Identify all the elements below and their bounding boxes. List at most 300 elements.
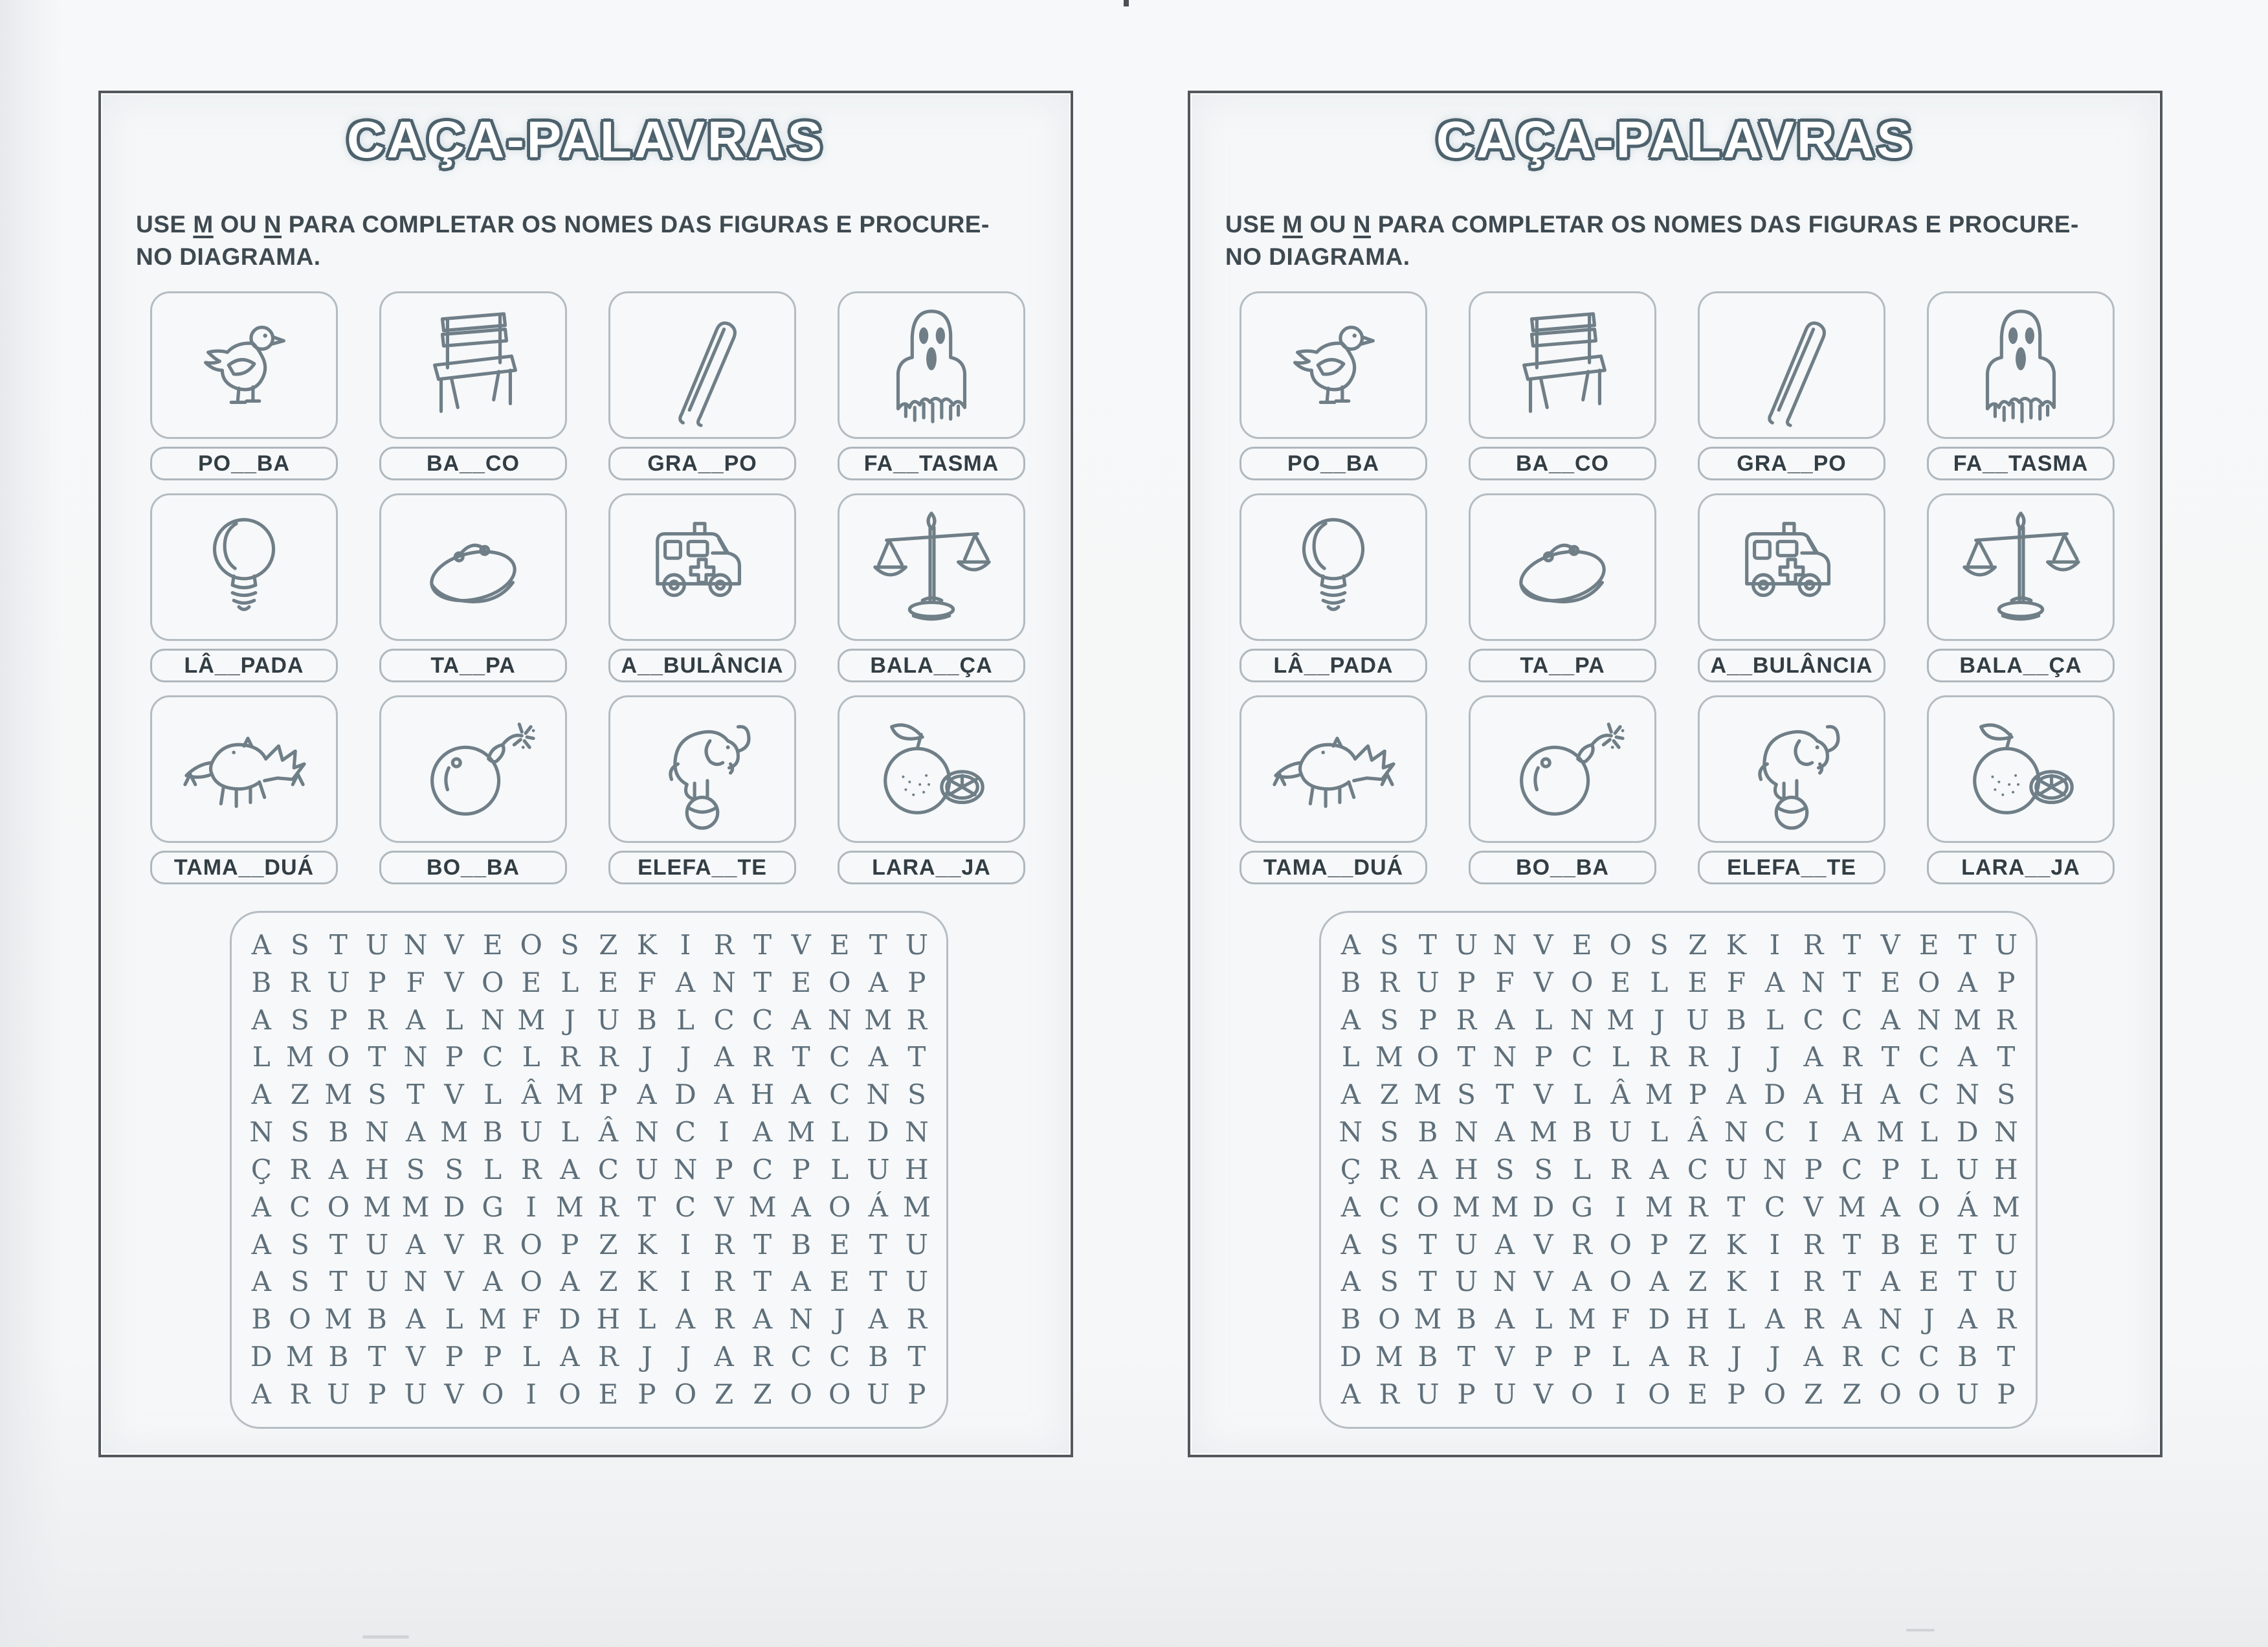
- wordsearch-letter: R: [598, 1341, 619, 1373]
- scale-image: [1927, 493, 2115, 641]
- wordsearch-letter: O: [520, 929, 542, 961]
- wordsearch-row: [1331, 1340, 2025, 1374]
- figure-card-banco: [1469, 291, 1656, 480]
- figure-card-grampo: [608, 291, 796, 480]
- wordsearch-letter: N: [827, 1003, 852, 1036]
- wordsearch-letter: A: [1880, 1191, 1900, 1223]
- wordsearch-row: [242, 1265, 936, 1299]
- figure-card-ambulancia: [1698, 493, 1885, 682]
- wordsearch-letter: U: [327, 1378, 350, 1410]
- wordsearch-letter: L: [1573, 1079, 1592, 1111]
- wordsearch-letter: V: [1880, 929, 1900, 961]
- wordsearch-letter: I: [526, 1378, 537, 1410]
- wordsearch-letter: A: [868, 966, 888, 998]
- wordsearch-letter: L: [522, 1341, 540, 1373]
- hairpin-image: [1698, 291, 1885, 439]
- wordsearch-row: [242, 1340, 936, 1374]
- wordsearch-letter: Z: [714, 1378, 734, 1410]
- wordsearch-letter: U: [365, 929, 389, 961]
- wordsearch-letter: J: [1769, 1041, 1781, 1073]
- wordsearch-letter: A: [752, 1303, 773, 1336]
- wordsearch-letter: L: [1611, 1041, 1630, 1073]
- wordsearch-letter: R: [1379, 1378, 1400, 1410]
- wordsearch-letter: R: [906, 1303, 928, 1336]
- wordsearch-letter: C: [1764, 1116, 1786, 1148]
- wordsearch-letter: R: [1803, 1266, 1824, 1298]
- wordsearch-letter: E: [1610, 966, 1631, 998]
- wordsearch-letter: T: [1418, 1266, 1437, 1298]
- wordsearch-letter: S: [290, 1116, 309, 1148]
- wordsearch-letter: U: [905, 1228, 929, 1260]
- wordsearch-letter: T: [1457, 1041, 1476, 1073]
- instruction-text: USE: [1225, 211, 1276, 238]
- wordsearch-letter: A: [1340, 1003, 1361, 1036]
- wordsearch-row: [242, 1191, 936, 1224]
- wordsearch-letter: T: [907, 1041, 926, 1073]
- wordsearch-letter: U: [1493, 1378, 1517, 1410]
- wordsearch-letter: M: [555, 1079, 584, 1111]
- wordsearch-row: [242, 1115, 936, 1149]
- wordsearch-letter: S: [445, 1153, 463, 1185]
- wordsearch-letter: A: [1495, 1303, 1515, 1336]
- lightbulb-image: [1240, 493, 1427, 641]
- wordsearch-letter: A: [791, 1079, 811, 1111]
- wordsearch-letter: O: [1609, 929, 1632, 961]
- wordsearch-letter: O: [1609, 1266, 1632, 1298]
- wordsearch-letter: Â: [1687, 1116, 1708, 1148]
- wordsearch-letter: A: [714, 1341, 734, 1373]
- wordsearch-letter: A: [251, 1079, 271, 1111]
- wordsearch-letter: N: [1493, 1041, 1517, 1073]
- wordsearch-letter: L: [830, 1116, 849, 1148]
- wordsearch-letter: A: [1803, 1341, 1823, 1373]
- wordsearch-letter: R: [1687, 1191, 1708, 1223]
- wordsearch-letter: U: [905, 929, 929, 961]
- figure-card-laranja: [838, 695, 1025, 884]
- wordsearch-letter: T: [1843, 1228, 1862, 1260]
- scan-artifact: [1906, 1629, 1935, 1631]
- wordsearch-letter: H: [905, 1153, 929, 1185]
- figure-card-balanca: [1927, 493, 2115, 682]
- wordsearch-letter: Z: [1842, 1378, 1862, 1410]
- wordsearch-letter: J: [1730, 1041, 1742, 1073]
- wordsearch-letter: J: [680, 1041, 691, 1073]
- wordsearch-letter: S: [1379, 929, 1399, 961]
- wordsearch-letter: B: [868, 1341, 889, 1373]
- wordsearch-letter: D: [674, 1079, 696, 1111]
- wordsearch-letter: M: [1838, 1191, 1866, 1223]
- wordsearch-letter: O: [828, 1378, 851, 1410]
- wordsearch-letter: O: [520, 1228, 542, 1260]
- wordsearch-letter: A: [1957, 966, 1977, 998]
- wordsearch-letter: L: [676, 1003, 695, 1036]
- wordsearch-letter: L: [561, 1116, 579, 1148]
- wordsearch-row: [1331, 1115, 2025, 1149]
- wordsearch-letter: P: [1573, 1341, 1592, 1373]
- wordsearch-letter: E: [1918, 1266, 1939, 1298]
- wordsearch-letter: V: [1533, 1079, 1553, 1111]
- wordsearch-letter: N: [1493, 929, 1517, 961]
- wordsearch-letter: T: [869, 929, 887, 961]
- wordsearch-letter: N: [904, 1116, 929, 1148]
- wordsearch-letter: V: [444, 1079, 464, 1111]
- wordsearch-letter: Z: [599, 929, 618, 961]
- wordsearch-letter: U: [1454, 1228, 1478, 1260]
- hairpin-image: [608, 291, 796, 439]
- wordsearch-letter: M: [478, 1303, 507, 1336]
- figure-label: A__BULÂNCIA: [1698, 649, 1885, 682]
- wordsearch-letter: N: [673, 1153, 698, 1185]
- wordsearch-letter: T: [753, 929, 772, 961]
- figure-label: FA__TASMA: [838, 447, 1025, 480]
- wordsearch-letter: C: [713, 1003, 735, 1036]
- figure-label: LARA__JA: [1927, 851, 2115, 884]
- wordsearch-letter: P: [1534, 1041, 1553, 1073]
- wordsearch-letter: C: [674, 1191, 696, 1223]
- figure-card-grid: [1240, 291, 2128, 884]
- orange-image: [1927, 695, 2115, 843]
- wordsearch-letter: P: [445, 1041, 463, 1073]
- wordsearch-letter: V: [444, 966, 464, 998]
- wordsearch-letter: N: [1917, 1003, 1941, 1036]
- instruction-text: PARA COMPLETAR OS NOMES DAS FIGURAS E PROCURE-: [288, 211, 990, 238]
- wordsearch-letter: M: [864, 1003, 893, 1036]
- wordsearch-letter: A: [1649, 1153, 1669, 1185]
- wordsearch-letter: A: [328, 1153, 349, 1185]
- wordsearch-letter: N: [403, 1041, 428, 1073]
- figure-label: BA__CO: [1469, 447, 1656, 480]
- figure-label: TAMA__DUÁ: [1240, 851, 1427, 884]
- wordsearch-letter: V: [1533, 1266, 1553, 1298]
- wordsearch-letter: S: [290, 929, 309, 961]
- wordsearch-letter: P: [1804, 1153, 1823, 1185]
- wordsearch-letter: N: [1762, 1153, 1787, 1185]
- wordsearch-letter: A: [251, 1228, 271, 1260]
- wordsearch-letter: N: [1955, 1079, 1980, 1111]
- wordsearch-letter: T: [792, 1041, 810, 1073]
- wordsearch-letter: H: [1685, 1303, 1710, 1336]
- wordsearch-letter: H: [750, 1079, 775, 1111]
- scan-artifact: [1124, 0, 1129, 6]
- wordsearch-letter: V: [791, 929, 811, 961]
- wordsearch-letter: Ç: [250, 1153, 272, 1185]
- figure-label: PO__BA: [1240, 447, 1427, 480]
- wordsearch-letter: T: [406, 1079, 425, 1111]
- wordsearch-letter: I: [526, 1191, 537, 1223]
- wordsearch-letter: R: [1803, 1228, 1824, 1260]
- wordsearch-letter: O: [790, 1378, 812, 1410]
- wordsearch-letter: D: [1956, 1116, 1979, 1148]
- wordsearch-letter: K: [1726, 1228, 1747, 1260]
- wordsearch-letter: M: [1992, 1191, 2020, 1223]
- wordsearch-letter: U: [597, 1003, 620, 1036]
- wordsearch-letter: A: [560, 1341, 580, 1373]
- wordsearch-letter: C: [829, 1079, 850, 1111]
- wordsearch-letter: L: [1341, 1041, 1360, 1073]
- wordsearch-letter: P: [484, 1341, 502, 1373]
- wordsearch-letter: Z: [599, 1266, 618, 1298]
- wordsearch-letter: P: [445, 1341, 463, 1373]
- worksheet-page-left: [98, 91, 1073, 1457]
- figure-card-bomba: [1469, 695, 1656, 884]
- wordsearch-letter: T: [1958, 1266, 1977, 1298]
- wordsearch-letter: J: [564, 1003, 575, 1036]
- wordsearch-letter: L: [1650, 1116, 1669, 1148]
- wordsearch-letter: A: [637, 1079, 657, 1111]
- wordsearch-letter: O: [828, 966, 851, 998]
- wordsearch-letter: A: [1841, 1116, 1862, 1148]
- wordsearch-letter: O: [481, 966, 504, 998]
- wordsearch-letter: M: [1568, 1303, 1596, 1336]
- wordsearch-letter: A: [714, 1041, 734, 1073]
- wordsearch-letter: O: [481, 1378, 504, 1410]
- wordsearch-letter: S: [1457, 1079, 1476, 1111]
- dove-image: [150, 291, 338, 439]
- wordsearch-letter: O: [1416, 1191, 1440, 1223]
- wordsearch-letter: K: [636, 1266, 658, 1298]
- bench-image: [379, 291, 567, 439]
- wordsearch-letter: L: [561, 966, 579, 998]
- wordsearch-letter: E: [598, 1378, 619, 1410]
- wordsearch-letter: C: [1803, 1003, 1824, 1036]
- wordsearch-letter: O: [1609, 1228, 1632, 1260]
- wordsearch-letter: E: [1918, 929, 1939, 961]
- wordsearch-letter: O: [327, 1041, 350, 1073]
- wordsearch-letter: P: [907, 1378, 926, 1410]
- wordsearch-letter: V: [1495, 1341, 1515, 1373]
- wordsearch-letter: V: [444, 929, 464, 961]
- wordsearch-letter: V: [1533, 1228, 1553, 1260]
- wordsearch-letter: Z: [753, 1378, 772, 1410]
- figure-label: TA__PA: [1469, 649, 1656, 682]
- wordsearch-letter: U: [867, 1153, 890, 1185]
- wordsearch-letter: A: [1957, 1041, 1977, 1073]
- figure-card-grampo: [1698, 291, 1885, 480]
- wordsearch-letter: J: [1923, 1303, 1935, 1336]
- wordsearch-letter: B: [367, 1303, 387, 1336]
- wordsearch-letter: I: [1769, 1228, 1781, 1260]
- wordsearch-letter: K: [1726, 1266, 1747, 1298]
- wordsearch-letter: A: [251, 1378, 271, 1410]
- lightbulb-image: [150, 493, 338, 641]
- page-title: CAÇA-PALAVRAS: [1436, 111, 1914, 168]
- wordsearch-letter: B: [1880, 1228, 1901, 1260]
- wordsearch-letter: T: [753, 1266, 772, 1298]
- wordsearch-letter: R: [598, 1041, 619, 1073]
- wordsearch-letter: I: [1769, 929, 1781, 961]
- wordsearch-row: [1331, 1265, 2025, 1299]
- wordsearch-letter: O: [1918, 966, 1940, 998]
- wordsearch-letter: M: [787, 1116, 816, 1148]
- wordsearch-letter: B: [1340, 1303, 1361, 1336]
- wordsearch-letter: N: [1339, 1116, 1363, 1148]
- wordsearch-letter: N: [1454, 1116, 1478, 1148]
- wordsearch-letter: L: [445, 1303, 463, 1336]
- wordsearch-letter: V: [1803, 1191, 1823, 1223]
- wordsearch-row: [242, 1003, 936, 1037]
- figure-card-tamandua: [150, 695, 338, 884]
- wordsearch-letter: R: [1996, 1303, 2017, 1336]
- wordsearch-letter: Á: [1957, 1191, 1977, 1223]
- wordsearch-letter: A: [251, 1266, 271, 1298]
- wordsearch-letter: B: [328, 1116, 349, 1148]
- wordsearch-letter: R: [713, 1303, 735, 1336]
- wordsearch-letter: F: [1495, 966, 1515, 998]
- wordsearch-letter: M: [285, 1041, 314, 1073]
- wordsearch-letter: B: [1572, 1116, 1592, 1148]
- wordsearch-letter: A: [560, 1153, 580, 1185]
- wordsearch-letter: A: [1340, 1228, 1361, 1260]
- wordsearch-letter: K: [636, 929, 658, 961]
- wordsearch-letter: L: [484, 1153, 502, 1185]
- wordsearch-letter: A: [482, 1266, 503, 1298]
- wordsearch-letter: V: [1533, 1378, 1553, 1410]
- instructions: [1225, 208, 2137, 273]
- wordsearch-letter: P: [1650, 1228, 1669, 1260]
- instructions: [136, 208, 1047, 273]
- wordsearch-letter: D: [559, 1303, 581, 1336]
- wordsearch-letter: R: [1456, 1003, 1477, 1036]
- wordsearch-row: [1331, 1078, 2025, 1112]
- instruction-text: OU: [1309, 211, 1346, 238]
- ghost-image: [1927, 291, 2115, 439]
- wordsearch-letter: L: [1727, 1303, 1746, 1336]
- wordsearch-letter: R: [1841, 1341, 1862, 1373]
- wordsearch-letter: Â: [1610, 1079, 1630, 1111]
- wordsearch-letter: T: [1457, 1341, 1476, 1373]
- wordsearch-letter: R: [1687, 1041, 1708, 1073]
- wordsearch-letter: N: [365, 1116, 389, 1148]
- wordsearch-letter: A: [1340, 929, 1361, 961]
- wordsearch-letter: C: [1841, 1003, 1863, 1036]
- wordsearch-letter: B: [328, 1341, 349, 1373]
- wordsearch-letter: M: [1953, 1003, 1982, 1036]
- wordsearch-letter: L: [1766, 1003, 1784, 1036]
- wordsearch-letter: E: [1880, 966, 1900, 998]
- wordsearch-letter: Z: [1379, 1079, 1399, 1111]
- wordsearch-letter: L: [1650, 966, 1669, 998]
- wordsearch-letter: S: [1495, 1153, 1515, 1185]
- wordsearch-letter: U: [1416, 1378, 1440, 1410]
- wordsearch-letter: P: [329, 1003, 348, 1036]
- wordsearch-letter: C: [829, 1341, 850, 1373]
- wordsearch-letter: Z: [1688, 1266, 1707, 1298]
- wordsearch-letter: A: [251, 1191, 271, 1223]
- lid-image: [1469, 493, 1656, 641]
- wordsearch-letter: N: [1878, 1303, 1903, 1336]
- wordsearch-letter: A: [405, 1003, 426, 1036]
- wordsearch-letter: R: [1687, 1341, 1708, 1373]
- wordsearch-letter: N: [403, 1266, 428, 1298]
- wordsearch-letter: T: [329, 1266, 348, 1298]
- wordsearch-letter: K: [1726, 929, 1747, 961]
- wordsearch-letter: U: [1994, 1228, 2018, 1260]
- wordsearch-row: [1331, 1040, 2025, 1074]
- wordsearch-letter: H: [1454, 1153, 1478, 1185]
- wordsearch-letter: V: [714, 1191, 734, 1223]
- wordsearch-letter: U: [1416, 966, 1440, 998]
- wordsearch-letter: L: [1920, 1116, 1939, 1148]
- wordsearch-letter: A: [1803, 1041, 1823, 1073]
- wordsearch-letter: F: [522, 1303, 541, 1336]
- wordsearch-letter: I: [680, 929, 691, 961]
- wordsearch-row: [1331, 1303, 2025, 1336]
- wordsearch-letter: E: [598, 966, 619, 998]
- underlined-letter-n: N: [1353, 211, 1371, 238]
- wordsearch-letter: O: [1879, 1378, 1902, 1410]
- wordsearch-letter: A: [752, 1116, 773, 1148]
- wordsearch-letter: J: [641, 1041, 652, 1073]
- wordsearch-letter: L: [445, 1003, 463, 1036]
- wordsearch-letter: R: [906, 1003, 928, 1036]
- figure-card-laranja: [1927, 695, 2115, 884]
- wordsearch-grid: [1319, 911, 2038, 1429]
- wordsearch-row: [1331, 1191, 2025, 1224]
- wordsearch-letter: B: [482, 1116, 503, 1148]
- wordsearch-letter: J: [1769, 1341, 1781, 1373]
- wordsearch-letter: H: [596, 1303, 621, 1336]
- wordsearch-letter: Z: [290, 1079, 309, 1111]
- wordsearch-letter: U: [1994, 1266, 2018, 1298]
- wordsearch-letter: R: [598, 1191, 619, 1223]
- wordsearch-letter: M: [1414, 1303, 1442, 1336]
- scan-artifact: [362, 1635, 409, 1639]
- wordsearch-row: [242, 1228, 936, 1262]
- scan-edge-shadow: [0, 0, 61, 1647]
- wordsearch-letter: T: [869, 1228, 887, 1260]
- wordsearch-row: [242, 1078, 936, 1112]
- wordsearch-letter: I: [718, 1116, 729, 1148]
- wordsearch-letter: R: [752, 1341, 773, 1373]
- anteater-image: [1240, 695, 1427, 843]
- wordsearch-row: [1331, 1153, 2025, 1187]
- wordsearch-letter: M: [1375, 1041, 1403, 1073]
- wordsearch-letter: B: [1957, 1341, 1978, 1373]
- wordsearch-letter: T: [1727, 1191, 1746, 1223]
- wordsearch-letter: P: [1534, 1341, 1553, 1373]
- wordsearch-letter: C: [752, 1003, 773, 1036]
- wordsearch-letter: O: [828, 1191, 851, 1223]
- wordsearch-letter: E: [791, 966, 811, 998]
- figure-label: BALA__ÇA: [838, 649, 1025, 682]
- wordsearch-letter: R: [1379, 1153, 1400, 1185]
- wordsearch-row: [242, 1303, 936, 1336]
- wordsearch-letter: V: [1533, 929, 1553, 961]
- wordsearch-letter: N: [249, 1116, 274, 1148]
- wordsearch-letter: C: [1841, 1153, 1863, 1185]
- dove-image: [1240, 291, 1427, 439]
- wordsearch-rows: [1331, 928, 2025, 1411]
- wordsearch-letter: C: [1379, 1191, 1400, 1223]
- wordsearch-letter: M: [1452, 1191, 1480, 1223]
- underlined-letter-m: M: [1282, 211, 1303, 238]
- wordsearch-letter: P: [1688, 1079, 1707, 1111]
- wordsearch-letter: T: [1418, 1228, 1437, 1260]
- wordsearch-letter: R: [289, 1378, 311, 1410]
- wordsearch-letter: J: [641, 1341, 652, 1373]
- wordsearch-letter: B: [1726, 1003, 1746, 1036]
- wordsearch-letter: O: [1918, 1191, 1940, 1223]
- wordsearch-letter: R: [1649, 1041, 1670, 1073]
- wordsearch-letter: A: [1340, 1266, 1361, 1298]
- wordsearch-letter: A: [1340, 1378, 1361, 1410]
- figure-label: A__BULÂNCIA: [608, 649, 796, 682]
- wordsearch-letter: A: [1880, 1003, 1900, 1036]
- wordsearch-letter: S: [1379, 1228, 1399, 1260]
- wordsearch-letter: S: [1379, 1003, 1399, 1036]
- wordsearch-letter: A: [405, 1228, 426, 1260]
- wordsearch-letter: S: [290, 1266, 309, 1298]
